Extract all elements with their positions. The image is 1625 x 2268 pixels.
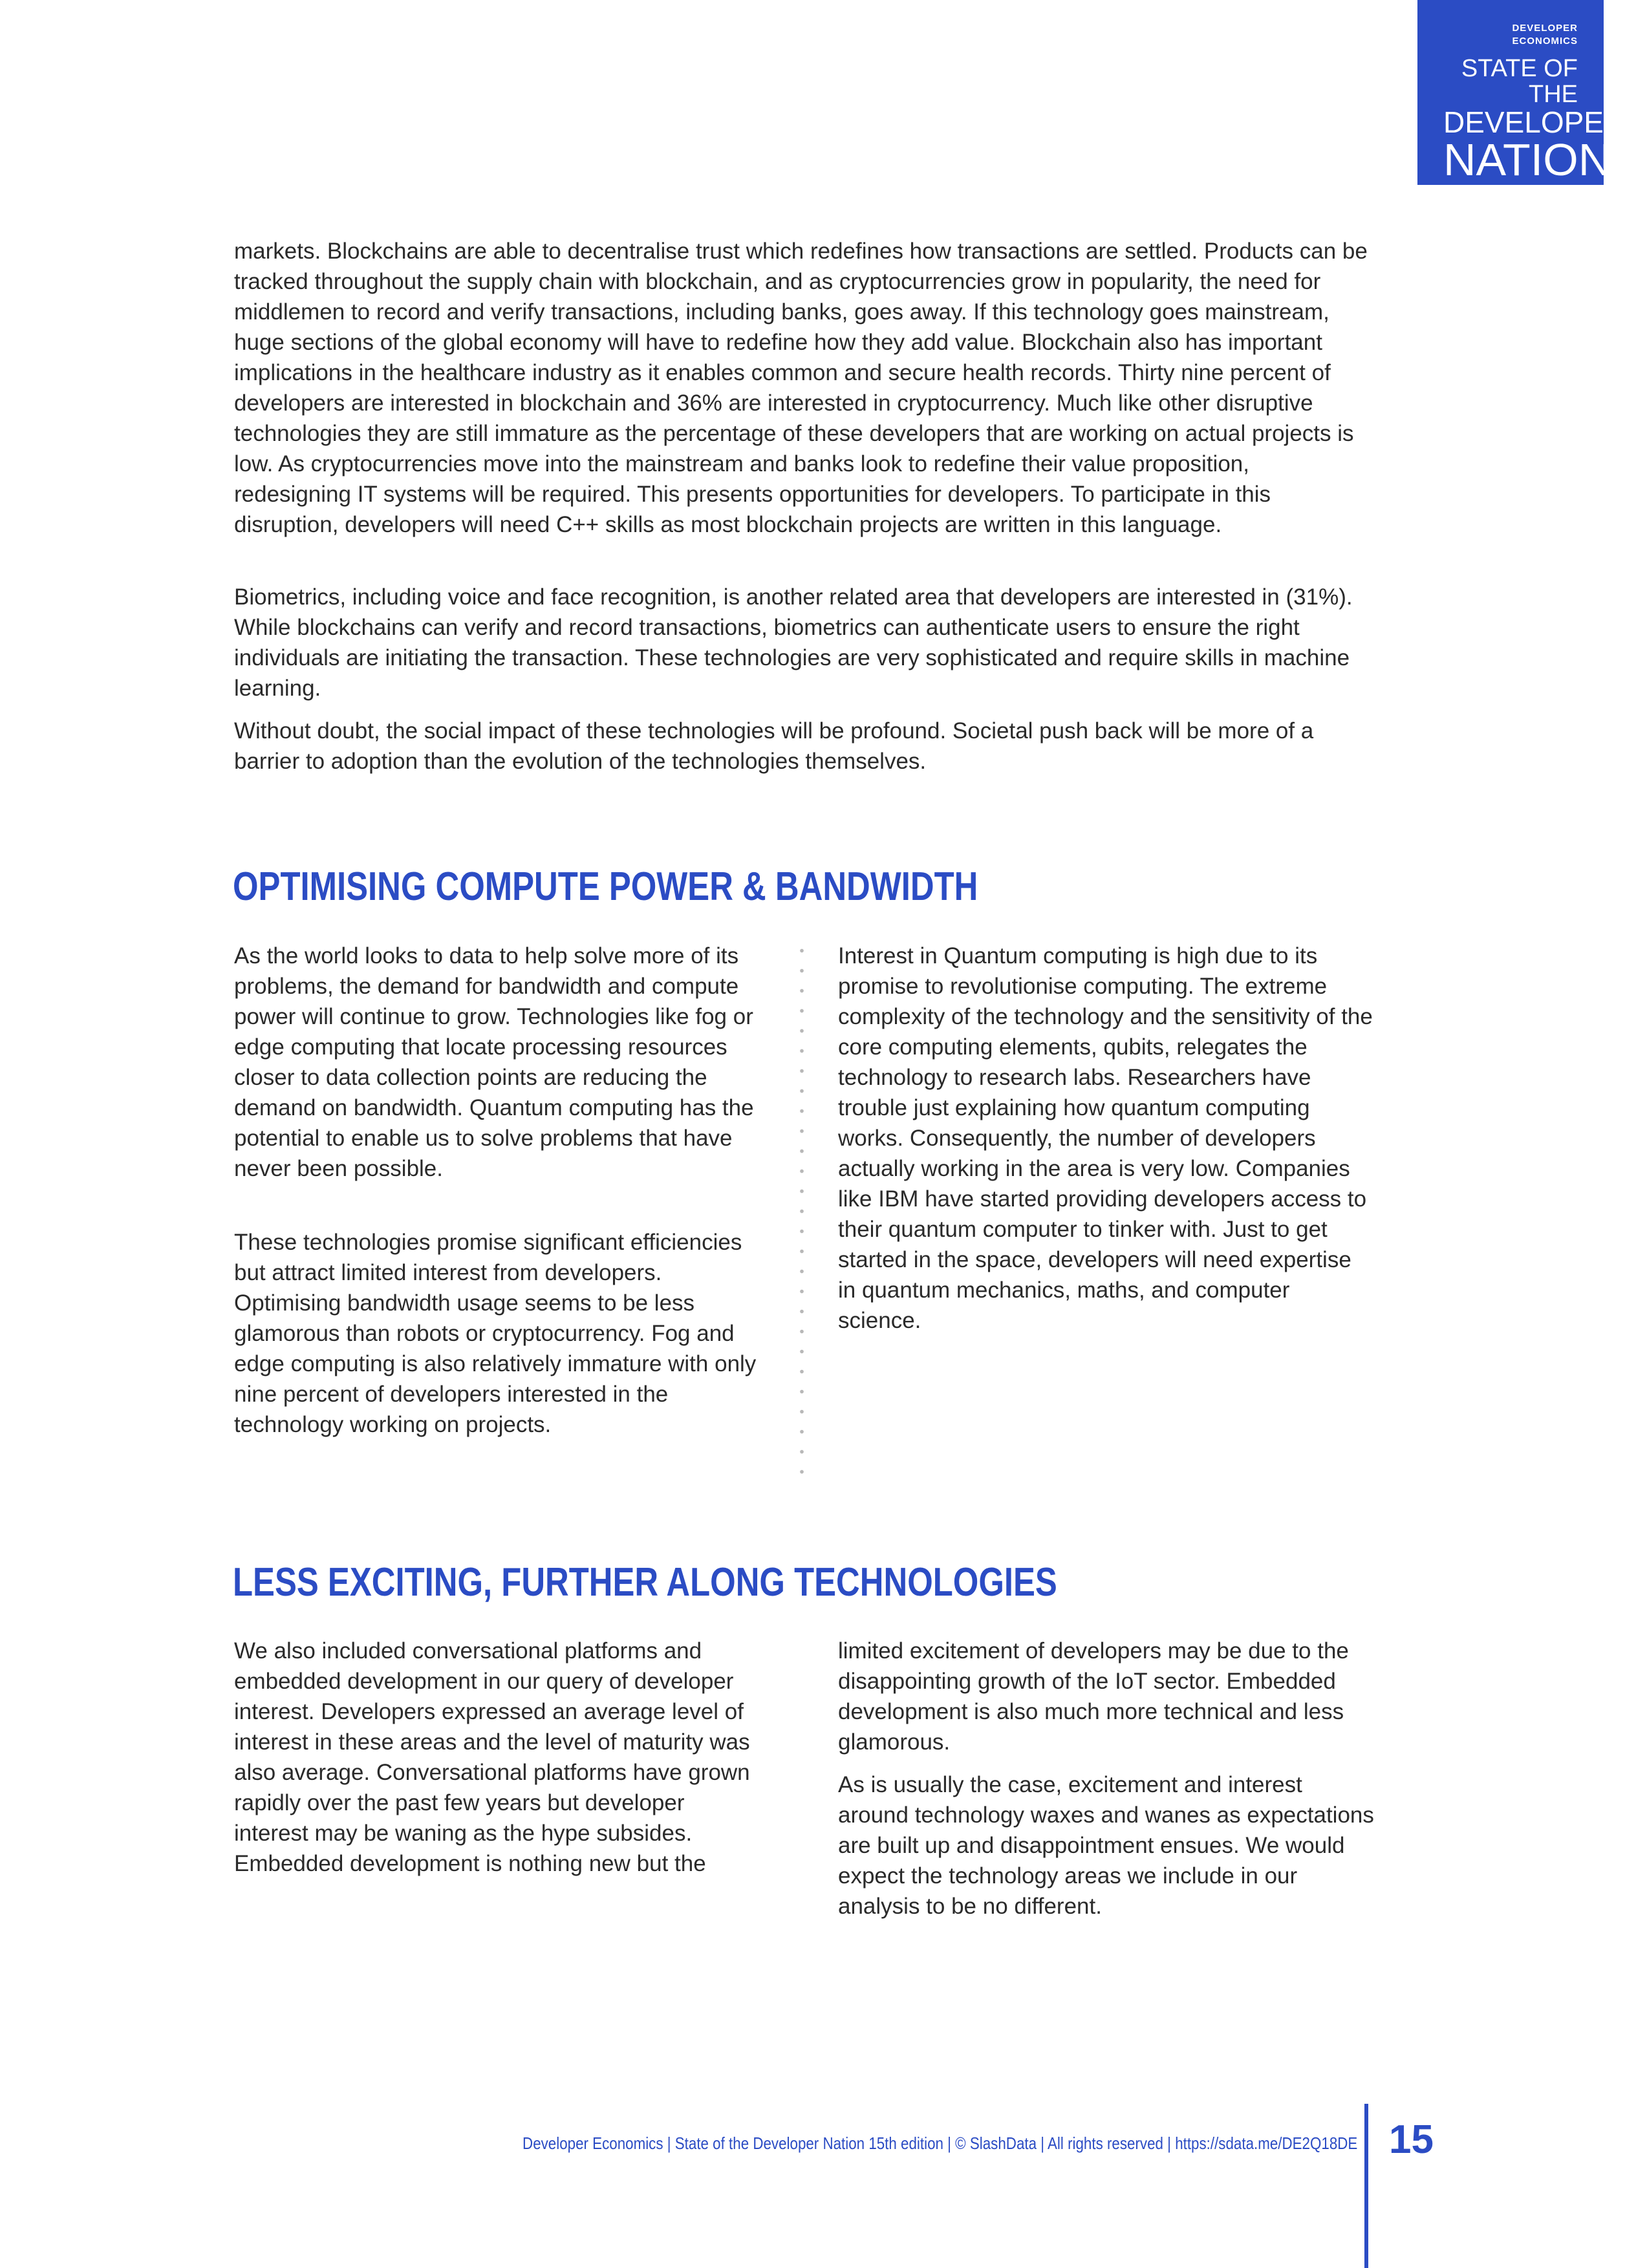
badge-brand: DEVELOPER ECONOMICS [1512, 23, 1578, 47]
column-divider-dots [799, 941, 804, 1479]
section-heading-compute: OPTIMISING COMPUTE POWER & BANDWIDTH [233, 864, 978, 909]
footer-divider [1364, 2104, 1368, 2268]
badge-title-line1: STATE OF THE [1461, 55, 1578, 108]
footer-credits: Developer Economics | State of the Developer Nation 15th edition | © SlashData | All rights reserved | https://sdata.me/DE2Q18DE [522, 2134, 1358, 2153]
further-left-paragraph-1: We also included conversational platforms and embedded development in our query of developer interest. Developers expressed an average level of interest in these areas and the level of maturity was also average. Conversational platforms have grown rapidly over the past few years but developer interest may be waning as the hype subsides. Embedded development is nothing new but the [234, 1638, 750, 1876]
compute-left-paragraph-2: These technologies promise significant efficiencies but attract limited interest from developers. Optimising bandwidth usage seems to be less glamorous than robots or cryptocurrency. Fog and edge computing is also relatively immature with only nine percent of developers interested in the technology working on projects. [234, 1230, 757, 1437]
compute-left-paragraph-1: As the world looks to data to help solve more of its problems, the demand for bandwidth and compute power will continue to grow. Technologies like fog or edge computing that locate processing resources closer to data collection points are reducing the demand on bandwidth. Quantum computing has the potential to enable us to solve problems that have never been possible. [234, 943, 754, 1181]
further-right-paragraph-2: As is usually the case, excitement and interest around technology waxes and wanes as expectations are built up and disappointment ensues. We would expect the technology areas we include in our analysis to be no different. [838, 1772, 1374, 1919]
further-right-paragraph-1: limited excitement of developers may be due to the disappointing growth of the IoT sector. Embedded development is also much more technical and less glamorous. [838, 1638, 1349, 1755]
intro-paragraph-3: Without doubt, the social impact of these technologies will be profound. Societal push back will be more of a barrier to adoption than the evolution of the technologies themselves. [234, 718, 1314, 774]
report-badge [1417, 0, 1625, 212]
intro-paragraph-2: Biometrics, including voice and face recognition, is another related area that developers are interested in (31%). While blockchains can verify and record transactions, biometrics can authenticate users to ensure the right individuals are initiating the transaction. These technologies are very sophisticated and require skills in machine learning. [234, 584, 1353, 701]
badge-edition-suffix: TH [1469, 189, 1483, 200]
badge-edition-word: EDITION [1482, 187, 1578, 212]
page-number: 15 [1389, 2117, 1434, 2162]
intro-paragraph-1: markets. Blockchains are able to decentralise trust which redefines how transactions are settled. Products can be tracked throughout the supply chain with blockchain, and as cryptocurrencies grow in popularity, the need for middlemen to record and verify transactions, including banks, goes away. If this technology goes mainstream, huge sections of the global economy will have to redefine how they add value. Blockchain also has important implications in the healthcare industry as it enables common and secure health records. Thirty nine percent of developers are interested in blockchain and 36% are interested in cryptocurrency. Much like other disruptive technologies they are still immature as the percentage of these developers that are working on actual projects is low. As cryptocurrencies move into the mainstream and banks look to redefine their value proposition, redesigning IT systems will be required. This presents opportunities for developers. To participate in this disruption, developers will need C++ skills as most blockchain projects are written in this language. [234, 239, 1368, 537]
badge-edition-number: 15 [1444, 187, 1469, 212]
compute-right-paragraph-1: Interest in Quantum computing is high due to its promise to revolutionise computing. The extreme complexity of the technology and the sensitivity of the core computing elements, qubits, relegates the technology to research labs. Researchers have trouble just explaining how quantum computing works. Consequently, the number of developers actually working in the area is very low. Companies like IBM have started providing developers access to their quantum computer to tinker with. Just to get started in the space, developers will need expertise in quantum mechanics, maths, and computer science. [838, 943, 1373, 1333]
badge-title-line2: DEVELOPER [1443, 105, 1625, 139]
section-heading-further-along: LESS EXCITING, FURTHER ALONG TECHNOLOGIES [233, 1560, 1057, 1605]
badge-title-line3: NATION [1443, 134, 1611, 185]
badge-edition [1443, 182, 1578, 213]
